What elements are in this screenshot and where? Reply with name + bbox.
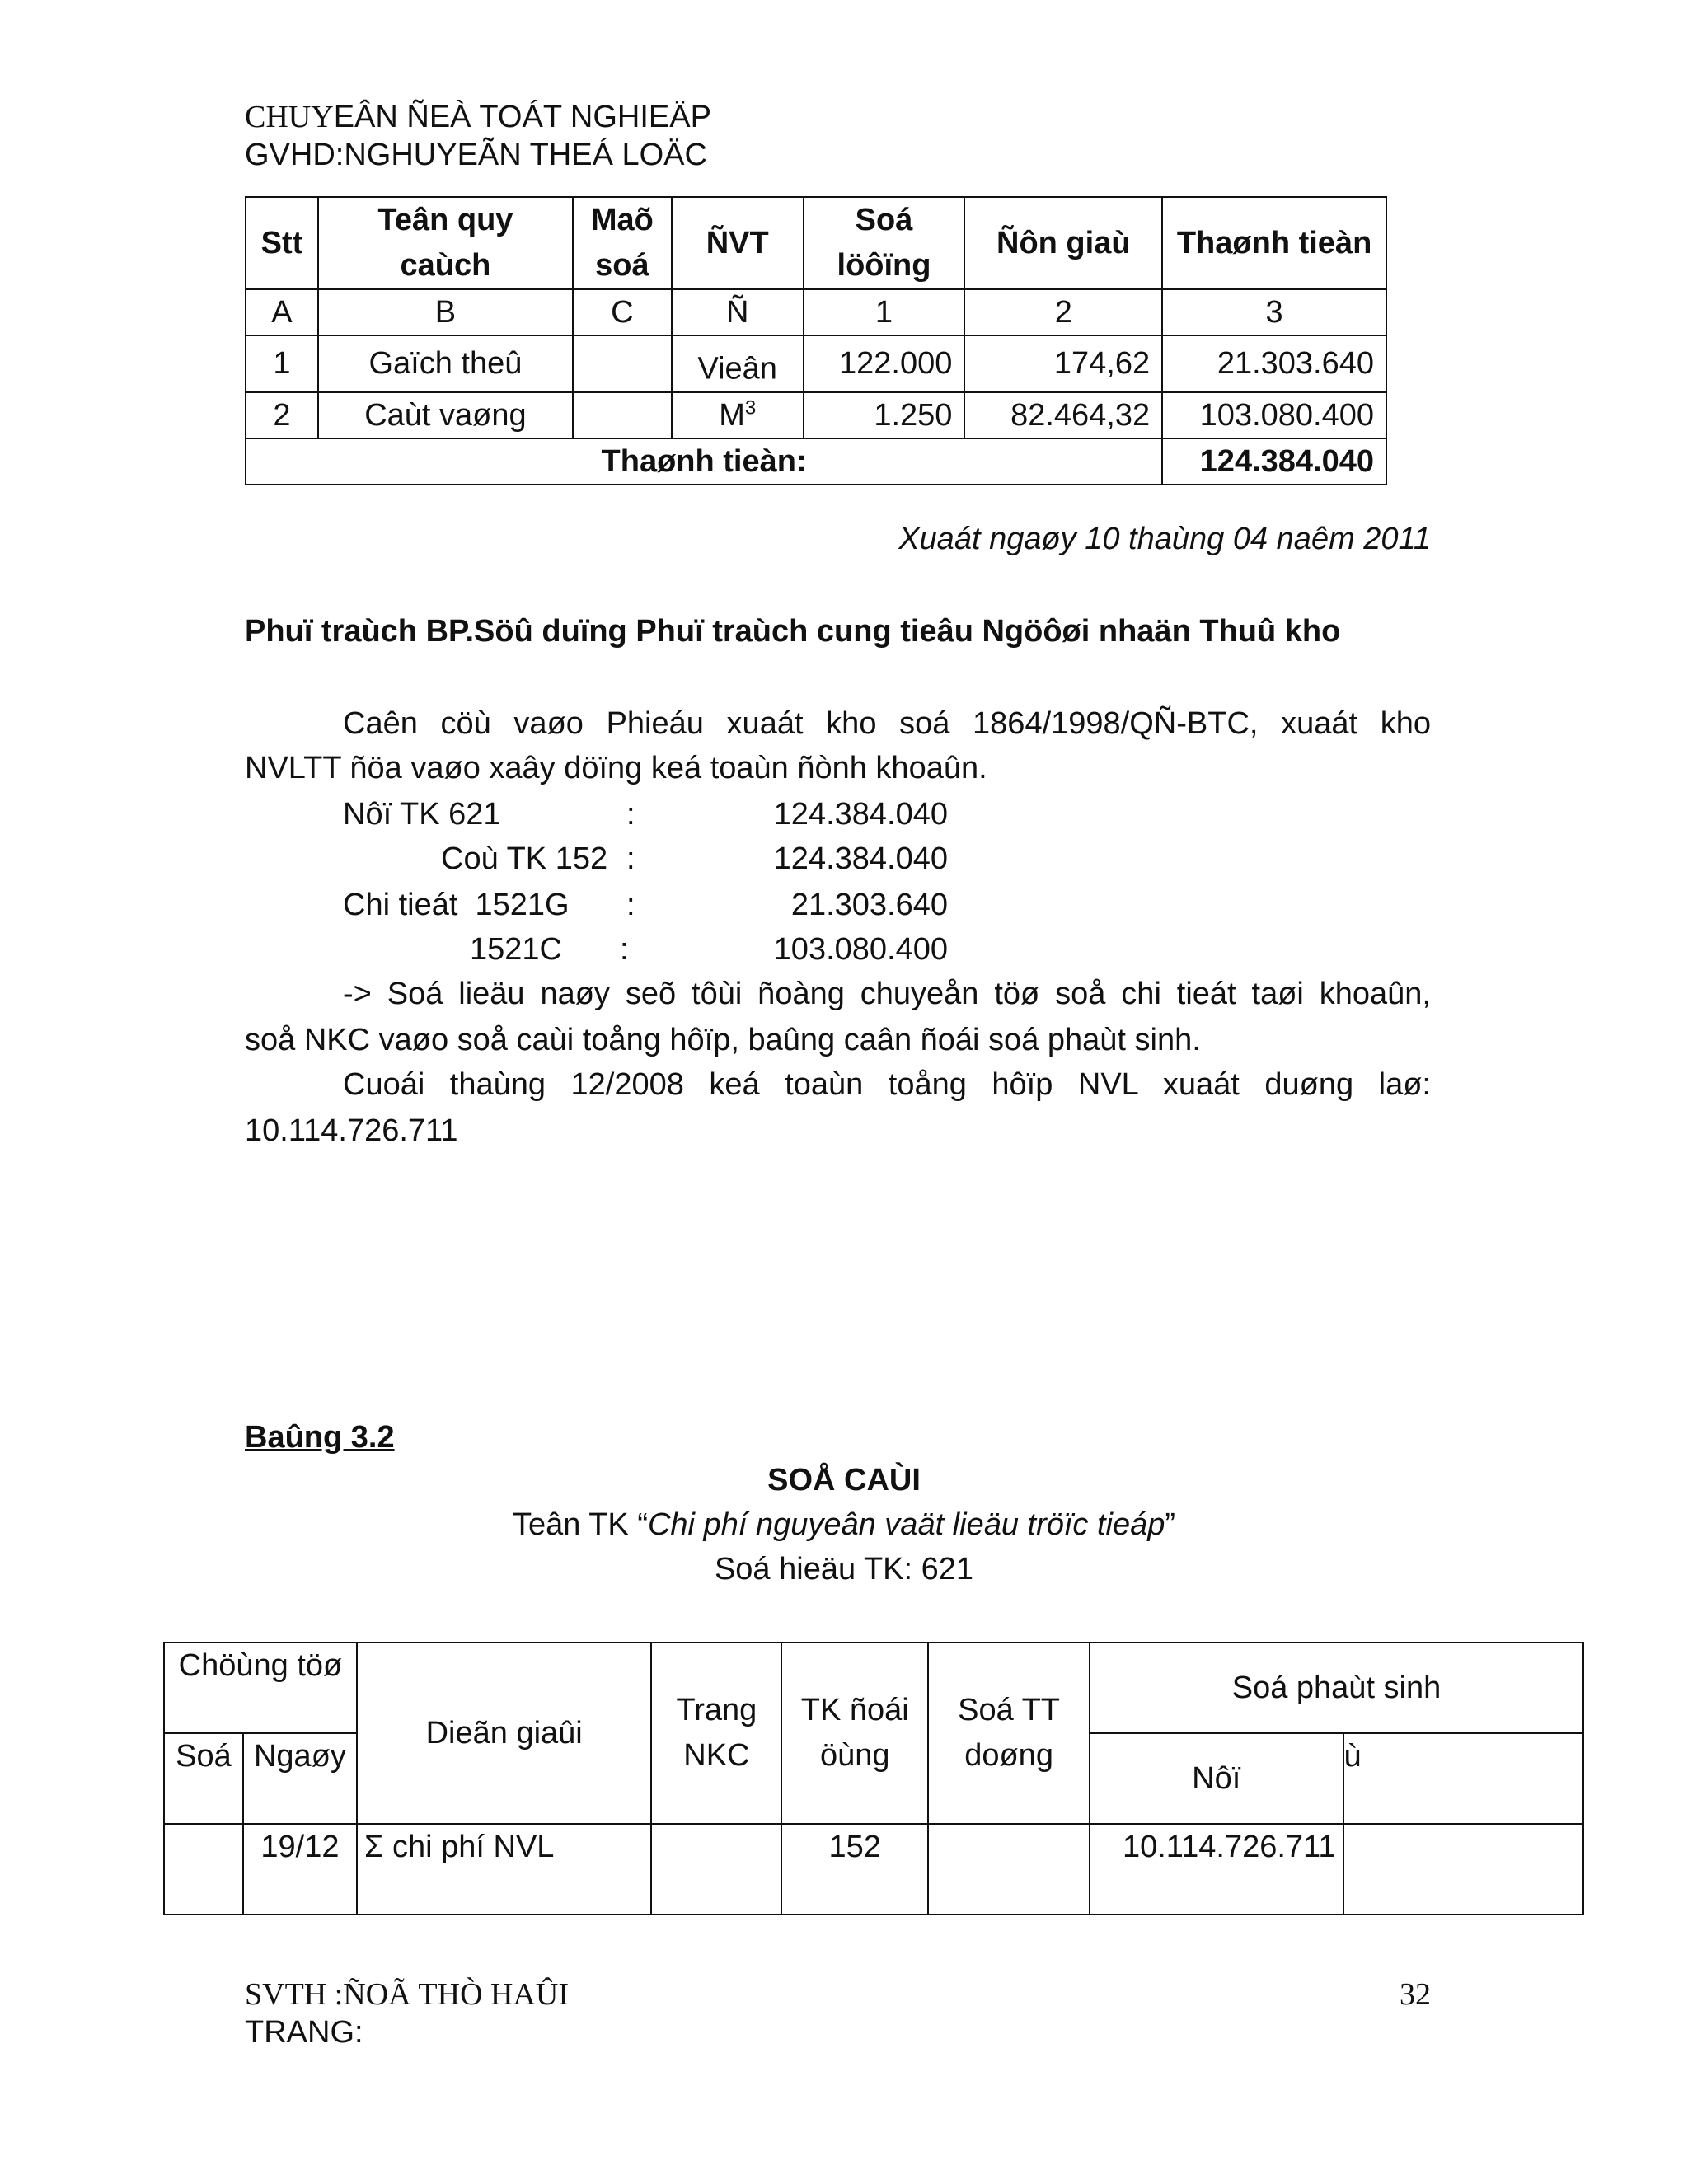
cell-line-no xyxy=(928,1824,1090,1915)
col-header: Thaønh tieàn xyxy=(1162,197,1386,289)
page-number: 32 xyxy=(1400,1977,1431,2012)
table-total-row xyxy=(246,438,1386,485)
cell-contra-account: 152 xyxy=(781,1824,928,1915)
account-name-line xyxy=(0,1503,1688,1546)
entry-value: 103.080.400 xyxy=(773,932,948,967)
paragraph-1-line-2: NVLTT ñöa vaøo xaây döïng keá toaùn ñònh khoaûn. xyxy=(245,751,987,785)
header-line-2: GVHD:NGHUYEÃN THEÁ LOÄC xyxy=(245,138,707,172)
header-amount: Soá phaùt sinh xyxy=(1090,1643,1583,1733)
account-number: Soá hieäu TK: 621 xyxy=(714,1552,974,1586)
entry-label: 1521C xyxy=(470,932,562,967)
paragraph-2-line-2: soå NKC vaøo soå caùi toång hôïp, baûng caân ñoái soá phaùt sinh. xyxy=(245,1023,1201,1057)
material-issue-table xyxy=(245,196,1387,485)
cell-qty: 122.000 xyxy=(804,335,965,392)
header-voucher-date: Ngaøy xyxy=(243,1733,357,1824)
cell-credit xyxy=(1343,1824,1584,1915)
header-journal-page: Trang NKC xyxy=(651,1643,781,1824)
col-code: A xyxy=(246,289,318,335)
entry-value: 124.384.040 xyxy=(773,841,948,876)
col-code: C xyxy=(573,289,672,335)
col-header: ÑVT xyxy=(672,197,804,289)
cell-price: 174,62 xyxy=(964,335,1162,392)
cell-code xyxy=(573,392,672,438)
issue-date: Xuaát ngaøy 10 thaùng 04 naêm 2011 xyxy=(898,522,1431,556)
unit-text: Vieân xyxy=(697,351,777,387)
cell-name: Caùt vaøng xyxy=(318,392,573,438)
paragraph-3-line-2: 10.114.726.711 xyxy=(245,1113,458,1148)
table-code-row xyxy=(246,289,1386,335)
table-label: Baûng 3.2 xyxy=(245,1420,395,1455)
col-code: B xyxy=(318,289,573,335)
cell-amount: 103.080.400 xyxy=(1162,392,1386,438)
footer-line-2: TRANG: xyxy=(245,2015,363,2050)
entry-colon: : xyxy=(626,797,635,832)
total-value: 124.384.040 xyxy=(1162,438,1386,485)
cell-stt: 2 xyxy=(246,392,318,438)
account-suffix: ” xyxy=(1165,1507,1176,1542)
account-prefix: Teân TK “ xyxy=(512,1507,648,1542)
header-prefix: CHUY xyxy=(245,100,334,134)
cell-unit xyxy=(672,392,804,438)
entry-colon: : xyxy=(620,932,629,967)
col-code: 3 xyxy=(1162,289,1386,335)
footer-svth: SVTH :ÑOÃ THÒ HAÛI xyxy=(245,1977,570,2012)
account-name: Chi phí nguyeân vaät lieäu tröïc tieáp xyxy=(647,1507,1165,1542)
cell-code xyxy=(573,335,672,392)
unit-sup: 3 xyxy=(744,396,757,419)
table-row xyxy=(246,392,1386,438)
col-code: 1 xyxy=(804,289,965,335)
table-header-row xyxy=(246,197,1386,289)
header-description: Dieãn giaûi xyxy=(357,1643,651,1824)
ledger-title: SOÅ CAÙI xyxy=(767,1463,921,1497)
table-row xyxy=(164,1824,1583,1915)
entry-colon: : xyxy=(626,841,635,876)
cell-stt: 1 xyxy=(246,335,318,392)
col-header: Soá löôïng xyxy=(804,197,965,289)
paragraph-1-line-1: Caên cöù vaøo Phieáu xuaát kho soá 1864/1998/QÑ-BTC, xuaát kho xyxy=(343,706,1431,741)
paragraph-3-line-1: Cuoái thaùng 12/2008 keá toaùn toång hôïp NVL xuaát duøng laø: xyxy=(343,1067,1431,1102)
cell-description: Σ chi phí NVL xyxy=(357,1824,651,1915)
ledger-header-row-1 xyxy=(164,1643,1583,1733)
cell-price: 82.464,32 xyxy=(964,392,1162,438)
cell-qty: 1.250 xyxy=(804,392,965,438)
general-ledger-table xyxy=(163,1642,1584,1915)
footer-line-1 xyxy=(245,1973,569,2016)
cell-journal-page xyxy=(651,1824,781,1915)
unit-text: M xyxy=(719,397,745,433)
entry-label: Chi tieát 1521G xyxy=(343,888,570,922)
cell-amount: 21.303.640 xyxy=(1162,335,1386,392)
entry-value: 21.303.640 xyxy=(790,888,948,922)
paragraph-2-line-1: -> Soá lieäu naøy seõ tôùi ñoàng chuyeån töø soå chi tieát taøi khoaûn, xyxy=(343,977,1431,1011)
cell-unit xyxy=(672,335,804,392)
cell-voucher-date: 19/12 xyxy=(243,1824,357,1915)
header-voucher-no: Soá xyxy=(164,1733,243,1824)
table-row xyxy=(246,335,1386,392)
header-credit: ù xyxy=(1343,1733,1584,1824)
header-contra-account: TK ñoái öùng xyxy=(781,1643,928,1824)
col-code: 2 xyxy=(964,289,1162,335)
col-header: Ñôn giaù xyxy=(964,197,1162,289)
cell-debit: 10.114.726.711 xyxy=(1090,1824,1343,1915)
header-debit: Nôï xyxy=(1090,1733,1343,1824)
cell-name: Gaïch theû xyxy=(318,335,573,392)
header-line-1 xyxy=(245,96,711,138)
col-header: Stt xyxy=(246,197,318,289)
header-line-no: Soá TT doøng xyxy=(928,1643,1090,1824)
col-code: Ñ xyxy=(672,289,804,335)
header-voucher: Chöùng töø xyxy=(164,1643,357,1733)
entry-label: Nôï TK 621 xyxy=(343,797,501,832)
cell-voucher-no xyxy=(164,1824,243,1915)
entry-value: 124.384.040 xyxy=(773,797,948,832)
col-header: Teân quy caùch xyxy=(318,197,573,289)
total-label: Thaønh tieàn: xyxy=(246,438,1162,485)
signature-line: Phuï traùch BP.Söû duïng Phuï traùch cung tieâu Ngöôøi nhaän Thuû kho xyxy=(245,614,1341,649)
col-header: Maõ soá xyxy=(573,197,672,289)
entry-colon: : xyxy=(626,888,635,922)
entry-label: Coù TK 152 xyxy=(441,841,608,876)
header-title: EÂN ÑEÀ TOÁT NGHIEÄP xyxy=(333,100,711,134)
